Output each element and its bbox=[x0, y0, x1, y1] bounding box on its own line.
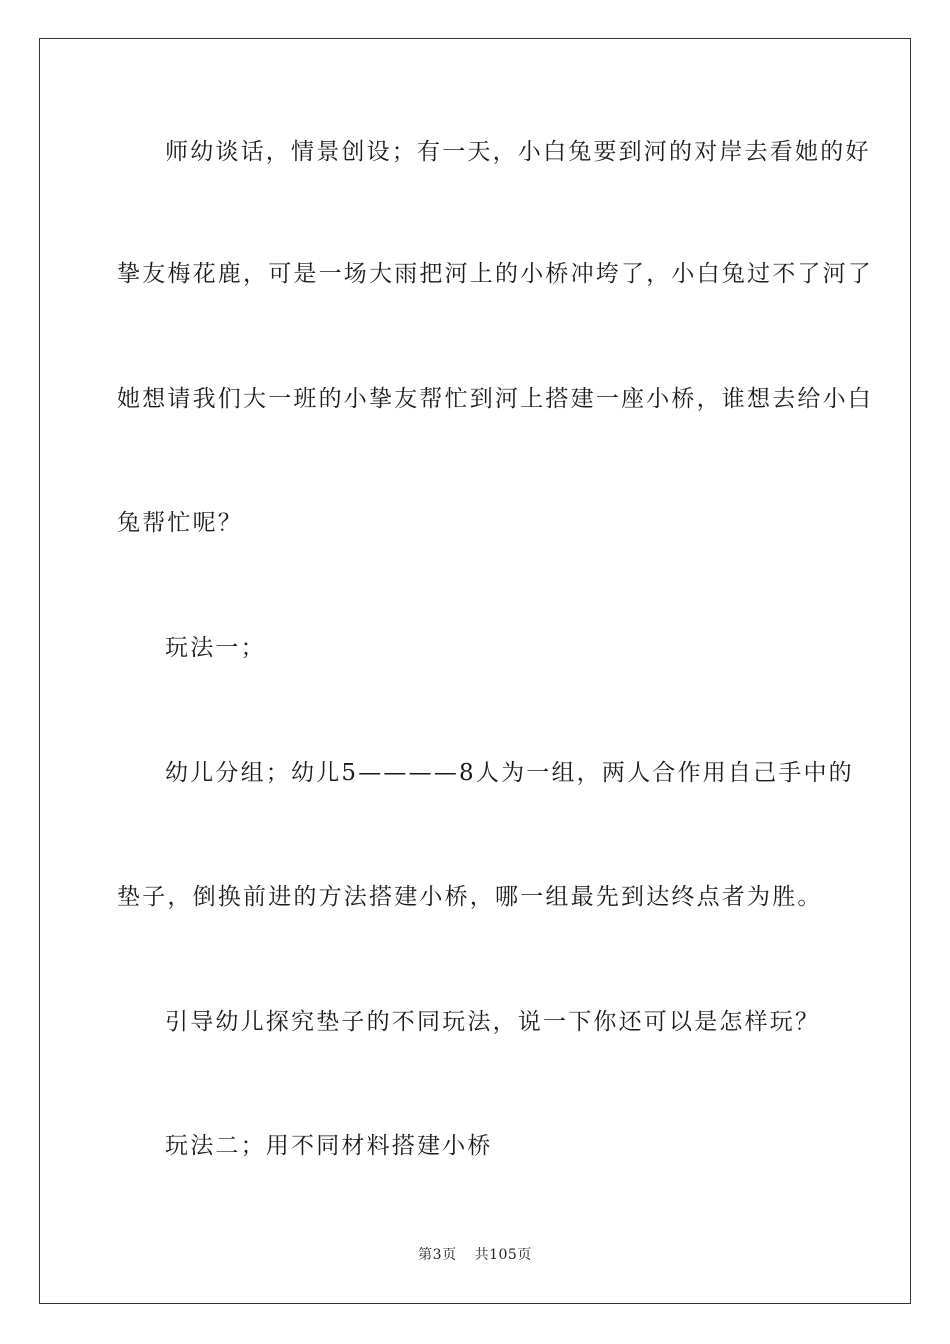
paragraph-line-4: 兔帮忙呢？ bbox=[117, 510, 243, 536]
page-number: 第3页 bbox=[418, 1247, 457, 1263]
paragraph-line-5: 玩法一； bbox=[165, 635, 266, 661]
paragraph-line-1: 师幼谈话，情景创设；有一天，小白兔要到河的对岸去看她的好 bbox=[165, 139, 871, 165]
paragraph-line-2: 挚友梅花鹿，可是一场大雨把河上的小桥冲垮了，小白兔过不了河了 bbox=[117, 261, 873, 287]
paragraph-line-3: 她想请我们大一班的小挚友帮忙到河上搭建一座小桥，谁想去给小白 bbox=[117, 386, 873, 412]
page-footer bbox=[0, 1244, 950, 1264]
paragraph-line-9: 玩法二；用不同材料搭建小桥 bbox=[165, 1133, 493, 1159]
paragraph-line-8: 引导幼儿探究垫子的不同玩法，说一下你还可以是怎样玩？ bbox=[165, 1009, 821, 1035]
page-frame bbox=[39, 38, 911, 1304]
paragraph-line-7: 垫子，倒换前进的方法搭建小桥，哪一组最先到达终点者为胜。 bbox=[117, 884, 823, 910]
total-pages: 共105页 bbox=[474, 1247, 532, 1263]
paragraph-line-6: 幼儿分组；幼儿5————8人为一组，两人合作用自己手中的 bbox=[165, 760, 854, 786]
